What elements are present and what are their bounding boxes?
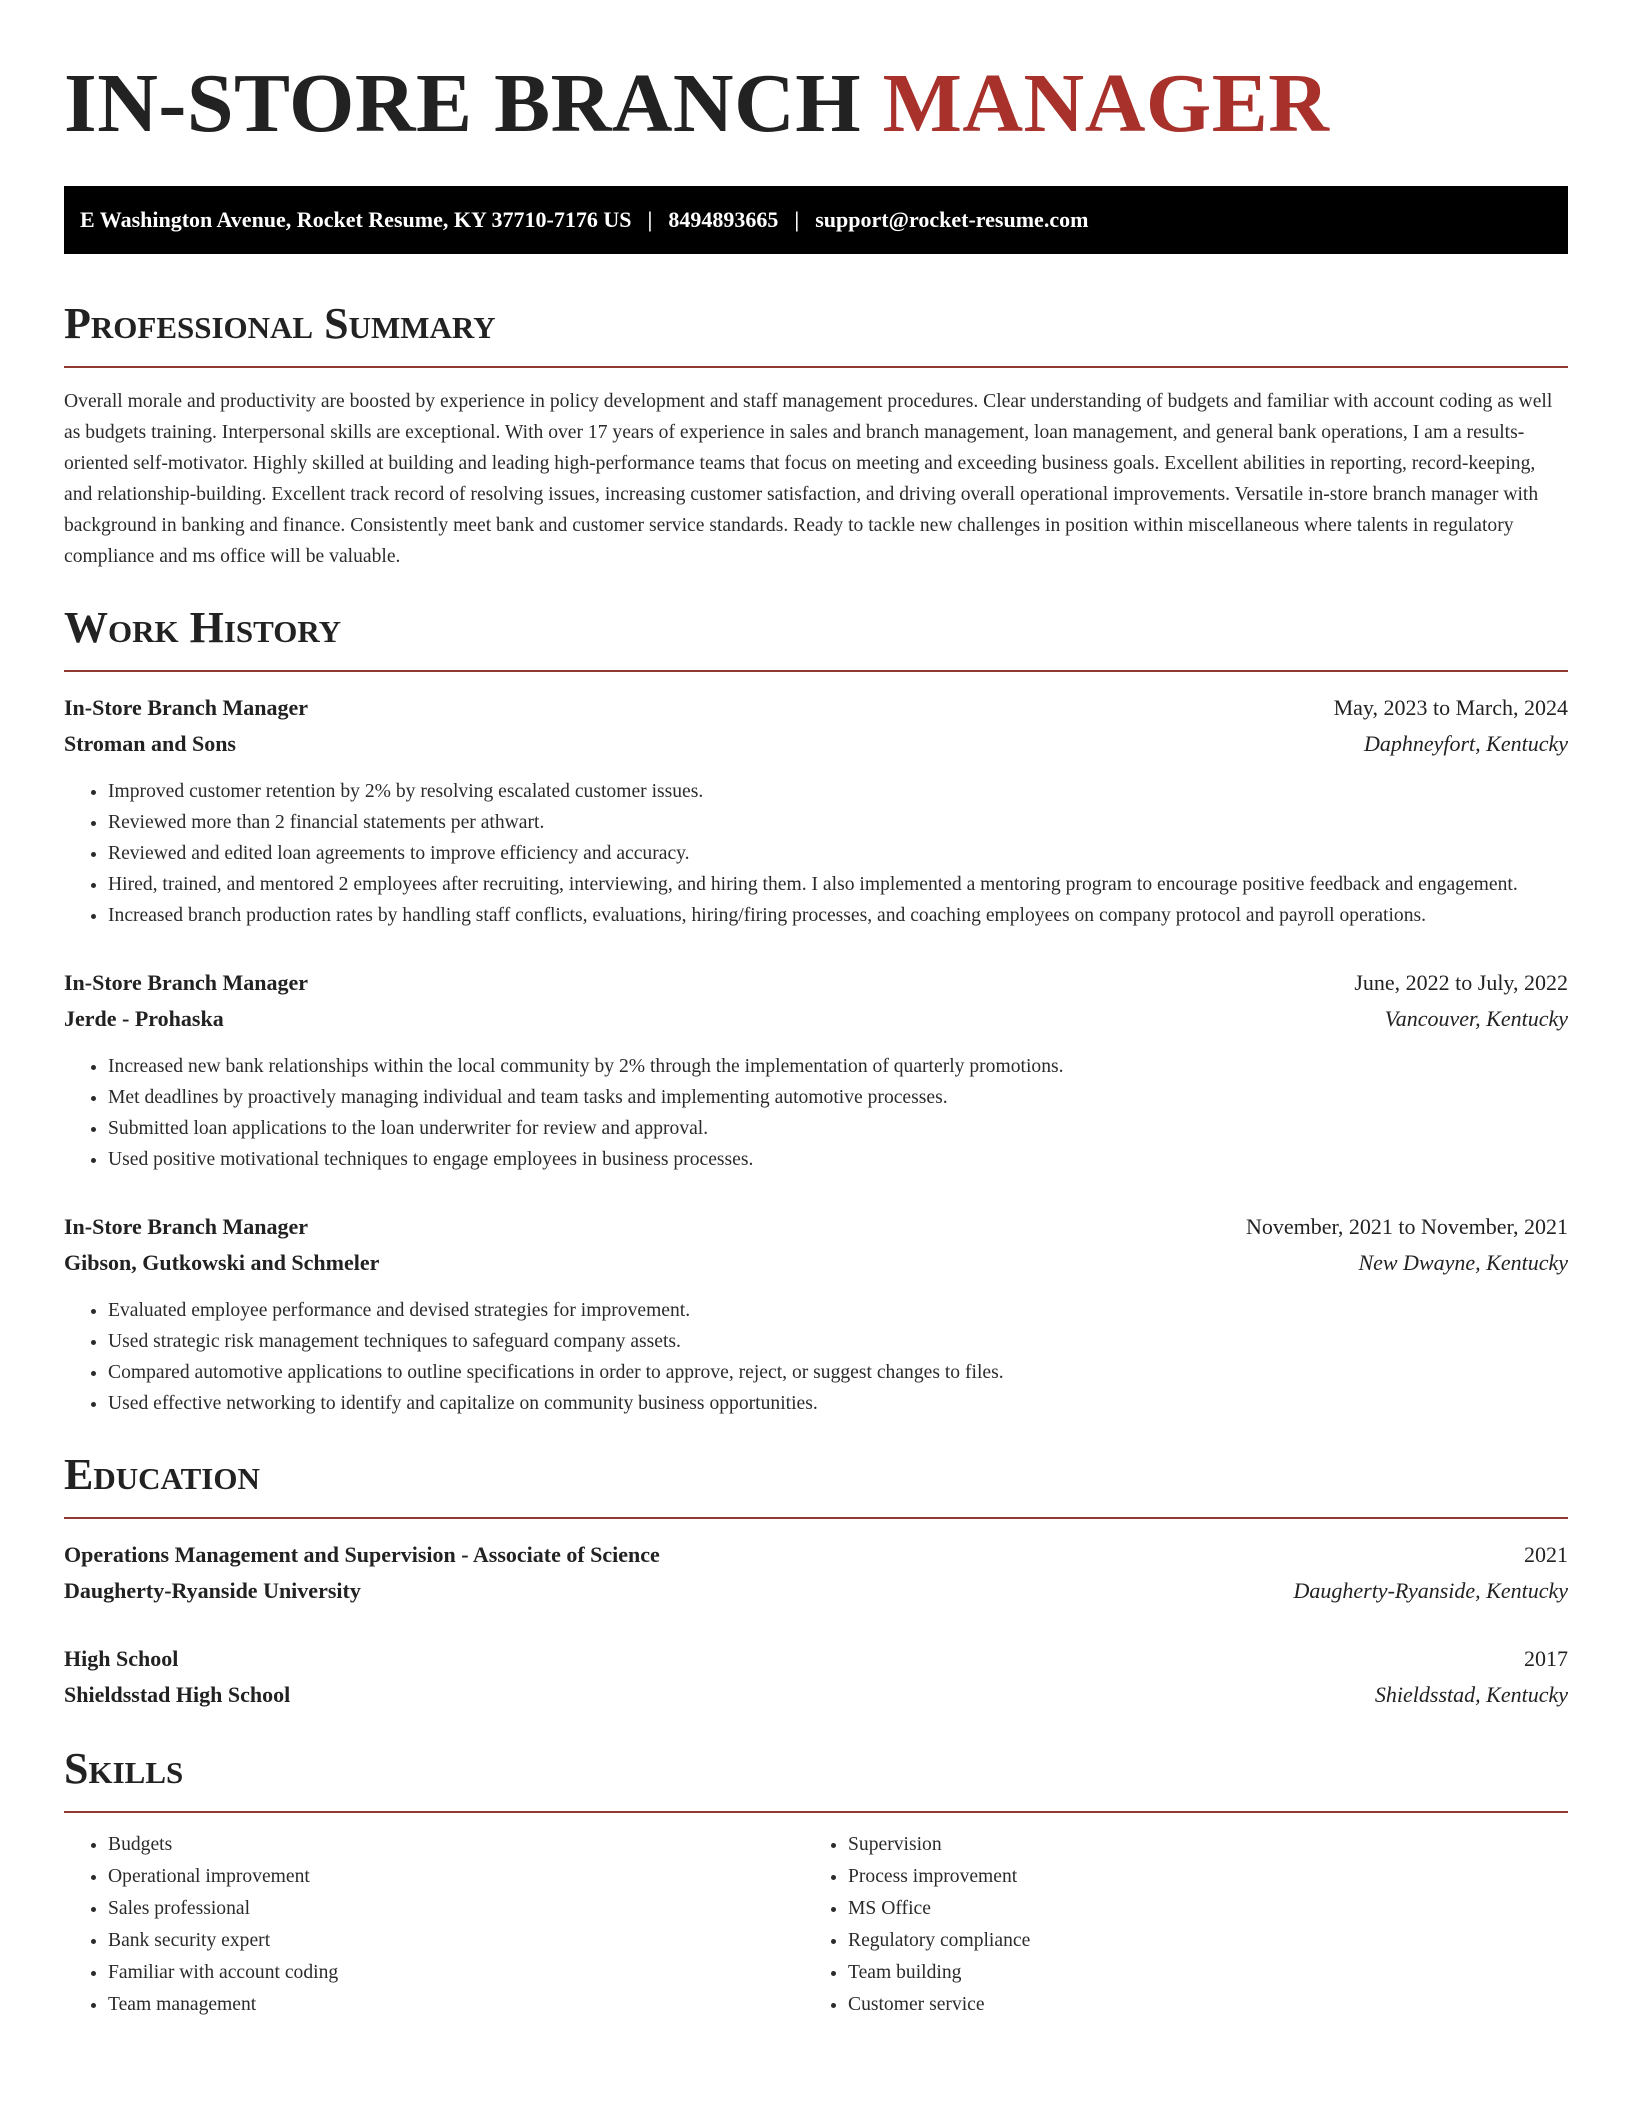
contact-separator: | — [647, 207, 653, 232]
job-bullets — [64, 1051, 1568, 1175]
education-year: 2017 — [1524, 1646, 1568, 1671]
summary-text: Overall morale and productivity are boosted by experience in policy development and staff management procedures. Clear understanding of budgets and familiar with account coding as well as budgets training. Interpersonal skills are exceptional. With over 17 years of experience in sales and branch management, loan management, and general bank operations, I am a results-oriented self-motivator. Highly skilled at building and leading high-performance teams that focus on meeting and exceeding business goals. Excellent abilities in reporting, record-keeping, and relationship-building. Excellent track record of resolving issues, increasing customer satisfaction, and driving overall operational improvements. Versatile in-store branch manager with background in banking and finance. Consistently meet bank and customer service standards. Ready to tackle new challenges in position within miscellaneous where talents in regulatory compliance and ms office will be valuable. — [64, 391, 1553, 567]
job-bullet: • Met deadlines by proactively managing individual and team tasks and implementing automotive processes. — [108, 1082, 1568, 1113]
skill-item: • Supervision — [848, 1829, 1544, 1861]
job-bullet: • Reviewed more than 2 financial statements per athwart. — [108, 807, 1568, 838]
skills-column-left — [64, 1829, 804, 2021]
education-year: 2021 — [1524, 1542, 1568, 1567]
education-school: Shieldsstad High School — [64, 1682, 291, 1707]
job-bullet: • Submitted loan applications to the loan underwriter for review and approval. — [108, 1113, 1568, 1144]
skill-item: • Team building — [848, 1957, 1544, 1989]
job-role: In-Store Branch Manager — [64, 970, 309, 995]
section-divider — [64, 1811, 1568, 1813]
skill-item: • Bank security expert — [108, 1925, 804, 1957]
skill-item: • Familiar with account coding — [108, 1957, 804, 1989]
job-bullet: • Increased new bank relationships within the local community by 2% through the implementation of quarterly promotions. — [108, 1051, 1568, 1082]
job-dates: May, 2023 to March, 2024 — [1333, 695, 1568, 720]
skills-grid — [64, 1829, 1568, 2021]
skill-item: • Sales professional — [108, 1893, 804, 1925]
education-entry — [64, 1537, 1568, 1609]
job-bullet: • Evaluated employee performance and devised strategies for improvement. — [108, 1295, 1568, 1326]
contact-separator: | — [794, 207, 800, 232]
job-company: Gibson, Gutkowski and Schmeler — [64, 1250, 380, 1275]
job-bullet: • Used strategic risk management techniques to safeguard company assets. — [108, 1326, 1568, 1357]
section-divider — [64, 1517, 1568, 1519]
skill-item: • Process improvement — [848, 1861, 1544, 1893]
job-location: Vancouver, Kentucky — [1384, 1006, 1568, 1031]
contact-phone: 8494893665 — [668, 207, 779, 232]
education-location: Shieldsstad, Kentucky — [1374, 1682, 1568, 1707]
job-bullet: • Used effective networking to identify and capitalize on community business opportunities. — [108, 1388, 1568, 1419]
skills-column-right — [804, 1829, 1544, 2021]
skill-item: • MS Office — [848, 1893, 1544, 1925]
job-bullet: • Used positive motivational techniques to engage employees in business processes. — [108, 1144, 1568, 1175]
education-heading: Education — [64, 1450, 260, 1499]
skill-item: • Regulatory compliance — [848, 1925, 1544, 1957]
summary-heading: Professional Summary — [64, 299, 496, 348]
job-entry — [64, 965, 1568, 1175]
skill-item: • Team management — [108, 1989, 804, 2021]
contact-email: support@rocket-resume.com — [815, 207, 1089, 232]
resume-name — [64, 0, 1568, 152]
job-bullet: • Improved customer retention by 2% by resolving escalated customer issues. — [108, 776, 1568, 807]
job-role: In-Store Branch Manager — [64, 1214, 309, 1239]
job-bullets — [64, 1295, 1568, 1419]
job-location: Daphneyfort, Kentucky — [1363, 731, 1568, 756]
contact-address: E Washington Avenue, Rocket Resume, KY 37710-7176 US — [80, 207, 632, 232]
job-bullet: • Reviewed and edited loan agreements to improve efficiency and accuracy. — [108, 838, 1568, 869]
name-main: IN-STORE BRANCH — [64, 57, 883, 150]
job-company: Jerde - Prohaska — [64, 1006, 224, 1031]
job-location: New Dwayne, Kentucky — [1358, 1250, 1568, 1275]
education-degree: Operations Management and Supervision - Associate of Science — [64, 1542, 660, 1567]
skill-item: • Customer service — [848, 1989, 1544, 2021]
job-role: In-Store Branch Manager — [64, 695, 309, 720]
education-school: Daugherty-Ryanside University — [64, 1578, 361, 1603]
work-history-heading: Work History — [64, 603, 342, 652]
section-divider — [64, 366, 1568, 368]
contact-bar — [64, 186, 1568, 254]
job-dates: June, 2022 to July, 2022 — [1354, 970, 1568, 995]
job-dates: November, 2021 to November, 2021 — [1245, 1214, 1568, 1239]
job-entry — [64, 1209, 1568, 1419]
job-bullet: • Increased branch production rates by handling staff conflicts, evaluations, hiring/firing processes, and coaching employees on company protocol and payroll operations. — [108, 900, 1568, 931]
skill-item: • Budgets — [108, 1829, 804, 1861]
education-degree: High School — [64, 1646, 179, 1671]
job-bullet: • Compared automotive applications to outline specifications in order to approve, reject, or suggest changes to files. — [108, 1357, 1568, 1388]
job-bullets — [64, 776, 1568, 931]
job-company: Stroman and Sons — [64, 731, 236, 756]
job-bullet: • Hired, trained, and mentored 2 employees after recruiting, interviewing, and hiring them. I also implemented a mentoring program to encourage positive feedback and engagement. — [108, 869, 1568, 900]
job-entry — [64, 690, 1568, 931]
name-accent: MANAGER — [882, 57, 1330, 150]
section-divider — [64, 670, 1568, 672]
education-location: Daugherty-Ryanside, Kentucky — [1293, 1578, 1568, 1603]
education-entry — [64, 1641, 1568, 1713]
skill-item: • Operational improvement — [108, 1861, 804, 1893]
skills-heading: Skills — [64, 1744, 184, 1793]
